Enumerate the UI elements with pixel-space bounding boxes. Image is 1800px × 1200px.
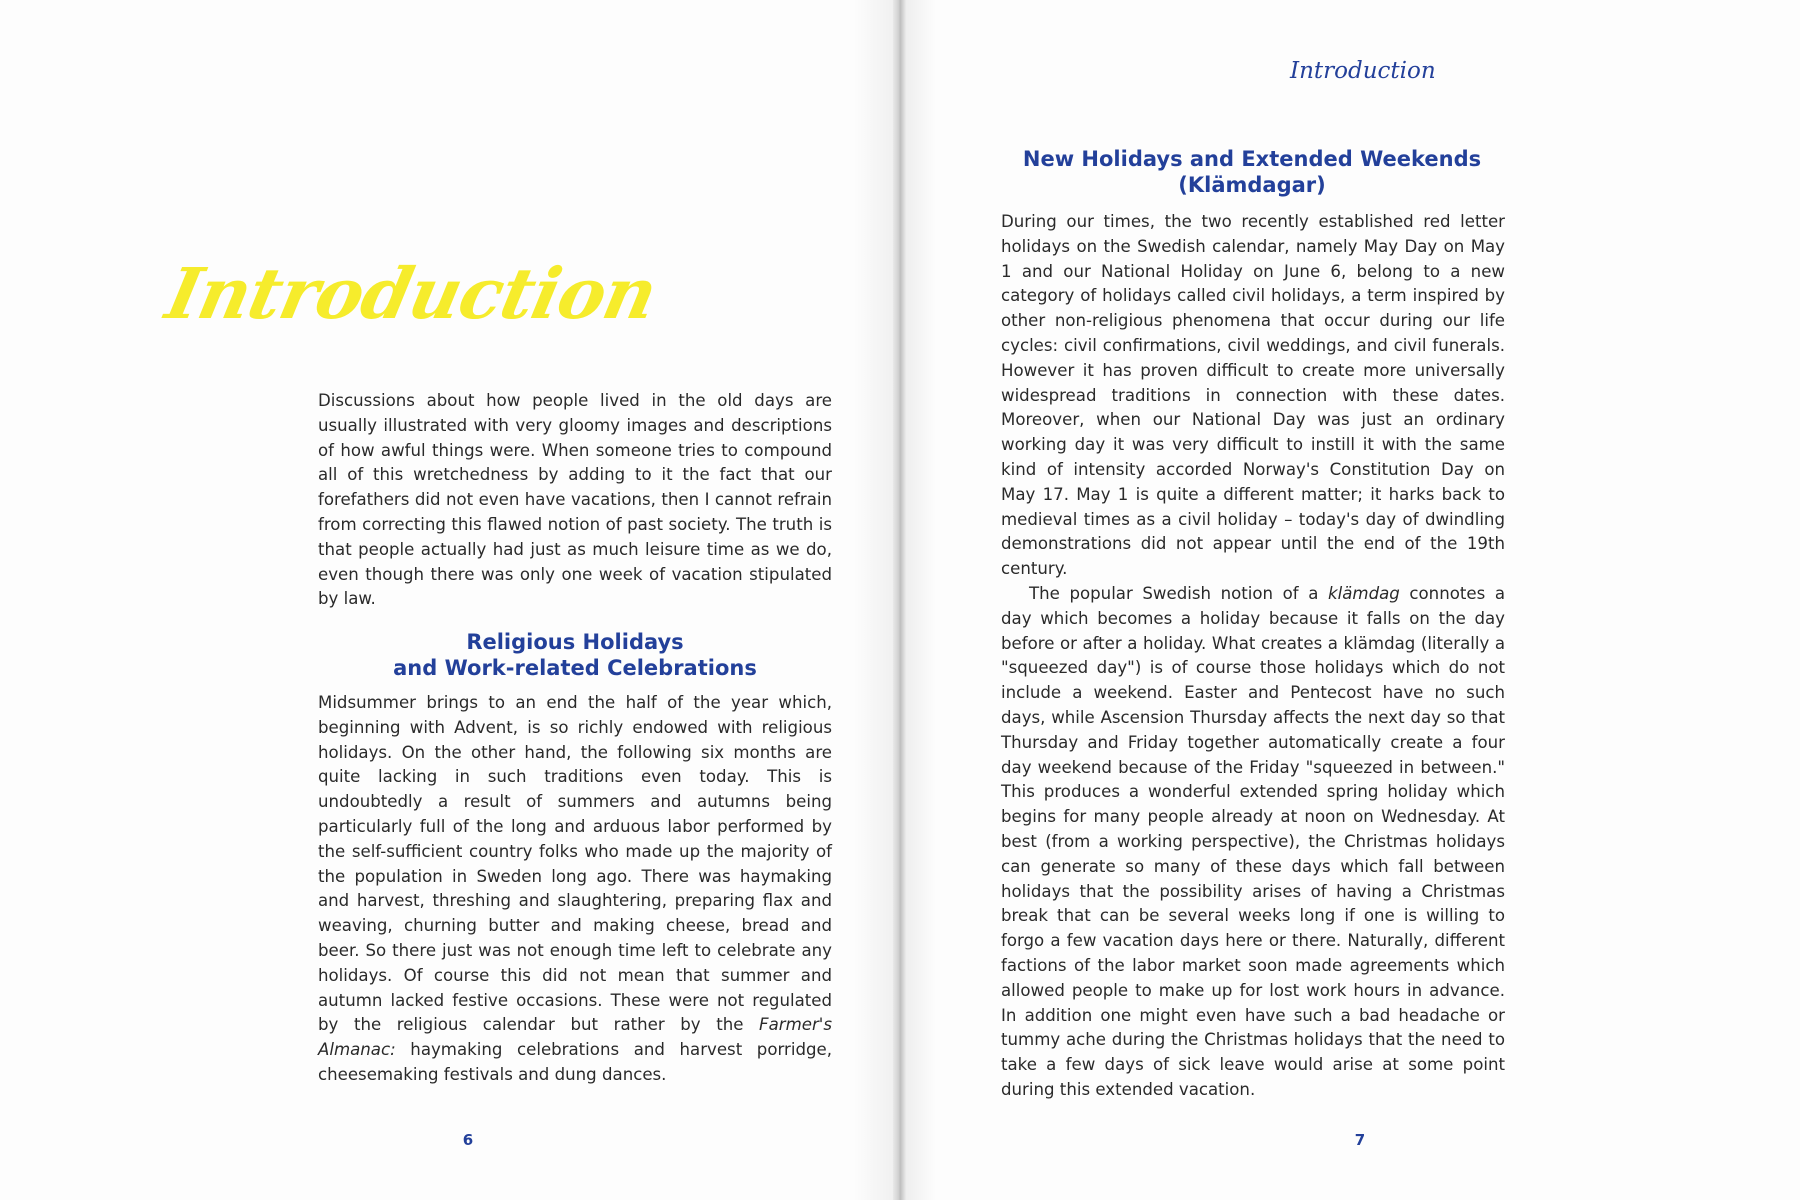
text-run: haymaking celebrations and harvest porridge, cheesemaking festivals and dung dances. (318, 1040, 832, 1084)
running-head: Introduction (1290, 58, 1436, 84)
book-gutter (893, 0, 906, 1200)
midsummer-paragraph (318, 691, 832, 1088)
intro-paragraph (318, 389, 832, 612)
section-heading-line: (Klämdagar) (1178, 173, 1326, 197)
italic-text-run: Farmer's Almanac: (318, 1015, 832, 1060)
section-heading-line: Religious Holidays (466, 630, 684, 654)
midsummer-paragraph-text (318, 691, 832, 1088)
section-heading-line: New Holidays and Extended Weekends (1022, 147, 1482, 171)
text-run: Midsummer brings to an end the half of the year which, beginning with Advent, is so richly endowed with religious holidays. On the other hand, the following six months are quite lacking in such traditions even today. This is undoubtedly a result of summers and autumns being particularly full of the long and arduous labor performed by the self-sufficient country folks who made up the majority of the population in Sweden long ago. There was haymaking and harvest, threshing and slaughtering, preparing flax and weaving, churning butter and making cheese, bread and beer. So there just was not enough time left to celebrate any holidays. Of course this did not mean that summer and autumn lacked festive occasions. These were not regulated by the religious calendar but rather by the (318, 693, 832, 1035)
civil-holidays-paragraph: During our times, the two recently established red letter holidays on the Swedish calendar, namely May Day on May 1 and our National Holiday on June 6, belong to a new category of holidays called civil holidays, a term inspired by other non-religious phenomena that occur during our life cycles: civil confirmations, civil weddings, and civil funerals. However it has proven difficult to create more universally widespread traditions in connection with these dates. Moreover, when our National Day was just an ordinary working day it was very difficult to instill it with the same kind of intensity accorded Norway's Constitution Day on May 17. May 1 is quite a different matter; it harks back to medieval times as a civil holiday – today's day of dwindling demonstrations did not appear until the end of the 19th century. (1001, 212, 1505, 579)
section-heading-religious-holidays (318, 629, 832, 681)
section-heading-line: and Work-related Celebrations (393, 656, 757, 680)
page-number-left: 6 (462, 1131, 474, 1149)
klamdag-paragraph (1001, 582, 1505, 1103)
italic-text-run: klämdag (1328, 583, 1400, 603)
text-run: connotes a day which becomes a holiday because it falls on the day before or after a holiday. What creates a klämdag (literally a "squeezed day") is of course those holidays which do not include a weekend. Easter and Pentecost have no such days, while Ascension Thursday affects the next day so that Thursday and Friday together automatically create a four day weekend because of the Friday "squeezed in between." This produces a wonderful extended spring holiday which begins for many people already at noon on Wednesday. At best (from a working perspective), the Christmas holidays can generate so many of these days which fall between holidays that the possibility arises of having a Christmas break that can be several weeks long if one is willing to forgo a few vacation days here or there. Naturally, different factions of the labor market soon made agreements which allowed people to make up for lost work hours in advance. In addition one might even have such a bad headache or tummy ache during the Christmas holidays that the need to take a few days of sick leave would arise at some point during this extended vacation. (1001, 583, 1505, 1099)
right-page-body (1001, 210, 1505, 1103)
text-run: The popular Swedish notion of a (1029, 583, 1329, 603)
page-number-right: 7 (1354, 1131, 1366, 1149)
intro-paragraph-text: Discussions about how people lived in the old days are usually illustrated with very gloomy images and descriptions of how awful things were. When someone tries to compound all of this wretchedness by adding to it the fact that our forefathers did not even have vacations, then I cannot refrain from correcting this flawed notion of past society. The truth is that people actually had just as much leisure time as we do, even though there was only one week of vacation stipulated by law. (318, 391, 832, 609)
section-heading-new-holidays (1000, 146, 1504, 198)
chapter-title: Introduction (159, 252, 664, 335)
